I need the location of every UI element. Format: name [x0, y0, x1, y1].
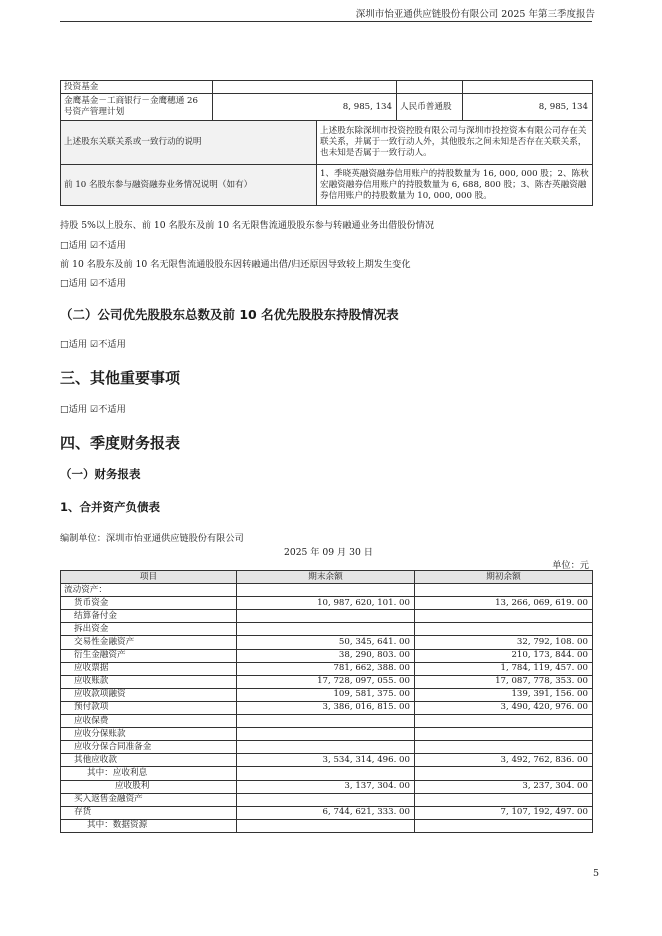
end-balance-cell	[237, 741, 415, 754]
begin-balance-cell: 7, 107, 192, 497. 00	[415, 806, 593, 819]
begin-balance-cell	[415, 728, 593, 741]
item-cell: 应收票据	[61, 662, 237, 675]
statements-subheading: （一）财务报表	[60, 467, 141, 481]
currency-unit: 单位：元	[552, 560, 589, 571]
table-row	[61, 754, 593, 767]
begin-balance-cell: 3, 492, 762, 836. 00	[415, 754, 593, 767]
begin-balance-cell	[415, 793, 593, 806]
item-cell: 交易性金融资产	[61, 636, 237, 649]
table-row	[61, 94, 593, 121]
begin-balance-cell	[415, 741, 593, 754]
end-balance-cell	[237, 610, 415, 623]
header-divider	[60, 21, 592, 22]
end-balance-cell: 781, 662, 388. 00	[237, 662, 415, 675]
item-cell: 买入返售金融资产	[61, 793, 237, 806]
item-cell: 预付款项	[61, 701, 237, 714]
table-row	[61, 675, 593, 688]
end-balance-cell	[237, 793, 415, 806]
end-balance-cell: 109, 581, 375. 00	[237, 688, 415, 701]
holder-shares: 8, 985, 134	[213, 94, 397, 121]
lending-choice: □适用 ☑不适用	[60, 240, 126, 251]
item-cell: 应收款项融资	[61, 688, 237, 701]
column-header: 项目	[61, 571, 237, 584]
holder-shares	[213, 81, 397, 94]
page-header: 深圳市怡亚通供应链股份有限公司 2025 年第三季度报告	[355, 9, 595, 20]
end-balance-cell: 50, 345, 641. 00	[237, 636, 415, 649]
shareholders-table	[60, 80, 593, 206]
begin-balance-cell	[415, 584, 593, 597]
table-row	[61, 780, 593, 793]
table-row	[61, 806, 593, 819]
share-count: 8, 985, 134	[463, 94, 593, 121]
preferred-choice: □适用 ☑不适用	[60, 339, 126, 350]
begin-balance-cell: 210, 173, 844. 00	[415, 649, 593, 662]
begin-balance-cell	[415, 623, 593, 636]
item-cell: 流动资产：	[61, 584, 237, 597]
balance-sheet-heading: 1、合并资产负债表	[60, 500, 161, 514]
table-row	[61, 121, 593, 165]
other-matters-choice: □适用 ☑不适用	[60, 404, 126, 415]
holder-name: 投资基金	[61, 81, 213, 94]
item-cell: 应收分保合同准备金	[61, 741, 237, 754]
table-row	[61, 584, 593, 597]
lending-title: 持股 5%以上股东、前 10 名股东及前 10 名无限售流通股股东参与转融通业务出借股份情况	[60, 220, 435, 231]
table-row	[61, 728, 593, 741]
table-row	[61, 597, 593, 610]
financial-statements-heading: 四、季度财务报表	[60, 434, 181, 452]
end-balance-cell: 6, 744, 621, 333. 00	[237, 806, 415, 819]
item-cell: 应收分保账款	[61, 728, 237, 741]
table-row	[61, 701, 593, 714]
table-row	[61, 741, 593, 754]
table-row	[61, 610, 593, 623]
end-balance-cell: 38, 290, 803. 00	[237, 649, 415, 662]
begin-balance-cell: 1, 784, 119, 457. 00	[415, 662, 593, 675]
share-type	[397, 81, 463, 94]
margin-text: 1、季晓英融资融券信用账户的持股数量为 16, 000, 000 股；2、陈秋宏融资融券信用账户的持股数量为 6, 688, 800 股；3、陈杏英融资融券信用账户的持股数量为 10, 000, 000 股。	[317, 165, 593, 206]
begin-balance-cell: 139, 391, 156. 00	[415, 688, 593, 701]
begin-balance-cell: 17, 087, 778, 353. 00	[415, 675, 593, 688]
balance-sheet-body	[61, 584, 593, 833]
end-balance-cell: 17, 728, 097, 055. 00	[237, 675, 415, 688]
preferred-heading: （二）公司优先股股东总数及前 10 名优先股股东持股情况表	[60, 307, 399, 322]
item-cell: 应收保费	[61, 715, 237, 728]
table-row	[61, 767, 593, 780]
begin-balance-cell: 3, 237, 304. 00	[415, 780, 593, 793]
begin-balance-cell: 13, 266, 069, 619. 00	[415, 597, 593, 610]
table-header-row	[61, 571, 593, 584]
end-balance-cell: 10, 987, 620, 101. 00	[237, 597, 415, 610]
balance-sheet-table	[60, 570, 593, 833]
report-date: 2025 年 09 月 30 日	[284, 547, 373, 558]
table-row	[61, 793, 593, 806]
table-row	[61, 81, 593, 94]
begin-balance-cell	[415, 715, 593, 728]
end-balance-cell	[237, 767, 415, 780]
table-row	[61, 688, 593, 701]
begin-balance-cell: 3, 490, 420, 976. 00	[415, 701, 593, 714]
item-cell: 其中：应收利息	[61, 767, 237, 780]
item-cell: 衍生金融资产	[61, 649, 237, 662]
margin-label: 前 10 名股东参与融资融券业务情况说明（如有）	[61, 165, 317, 206]
page-number: 5	[592, 868, 599, 879]
other-matters-heading: 三、其他重要事项	[60, 369, 181, 387]
table-row	[61, 623, 593, 636]
begin-balance-cell	[415, 819, 593, 832]
end-balance-cell: 3, 386, 016, 815. 00	[237, 701, 415, 714]
begin-balance-cell	[415, 767, 593, 780]
item-cell: 结算备付金	[61, 610, 237, 623]
item-cell: 应收股利	[61, 780, 237, 793]
end-balance-cell	[237, 715, 415, 728]
end-balance-cell	[237, 819, 415, 832]
end-balance-cell: 3, 534, 314, 496. 00	[237, 754, 415, 767]
change-choice: □适用 ☑不适用	[60, 278, 126, 289]
compiler-unit: 编制单位：深圳市怡亚通供应链股份有限公司	[60, 533, 244, 544]
table-row	[61, 662, 593, 675]
column-header: 期末余额	[237, 571, 415, 584]
item-cell: 存货	[61, 806, 237, 819]
item-cell: 其中：数据资源	[61, 819, 237, 832]
table-row	[61, 649, 593, 662]
end-balance-cell	[237, 623, 415, 636]
column-header: 期初余额	[415, 571, 593, 584]
end-balance-cell	[237, 584, 415, 597]
holder-name: 金鹰基金－工商银行－金鹰穗通 26 号资产管理计划	[61, 94, 213, 121]
related-label: 上述股东关联关系或一致行动的说明	[61, 121, 317, 165]
item-cell: 其他应收款	[61, 754, 237, 767]
end-balance-cell	[237, 728, 415, 741]
item-cell: 应收账款	[61, 675, 237, 688]
table-row	[61, 715, 593, 728]
related-text: 上述股东除深圳市投资控股有限公司与深圳市投控资本有限公司存在关联关系，并属于一致行动人外，其他股东之间未知是否存在关联关系，也未知是否属于一致行动人。	[317, 121, 593, 165]
share-count	[463, 81, 593, 94]
end-balance-cell: 3, 137, 304. 00	[237, 780, 415, 793]
table-row	[61, 165, 593, 206]
share-type: 人民币普通股	[397, 94, 463, 121]
begin-balance-cell: 32, 792, 108. 00	[415, 636, 593, 649]
change-title: 前 10 名股东及前 10 名无限售流通股股东因转融通出借/归还原因导致较上期发生变化	[60, 259, 411, 270]
table-row	[61, 636, 593, 649]
table-row	[61, 819, 593, 832]
item-cell: 货币资金	[61, 597, 237, 610]
begin-balance-cell	[415, 610, 593, 623]
item-cell: 拆出资金	[61, 623, 237, 636]
